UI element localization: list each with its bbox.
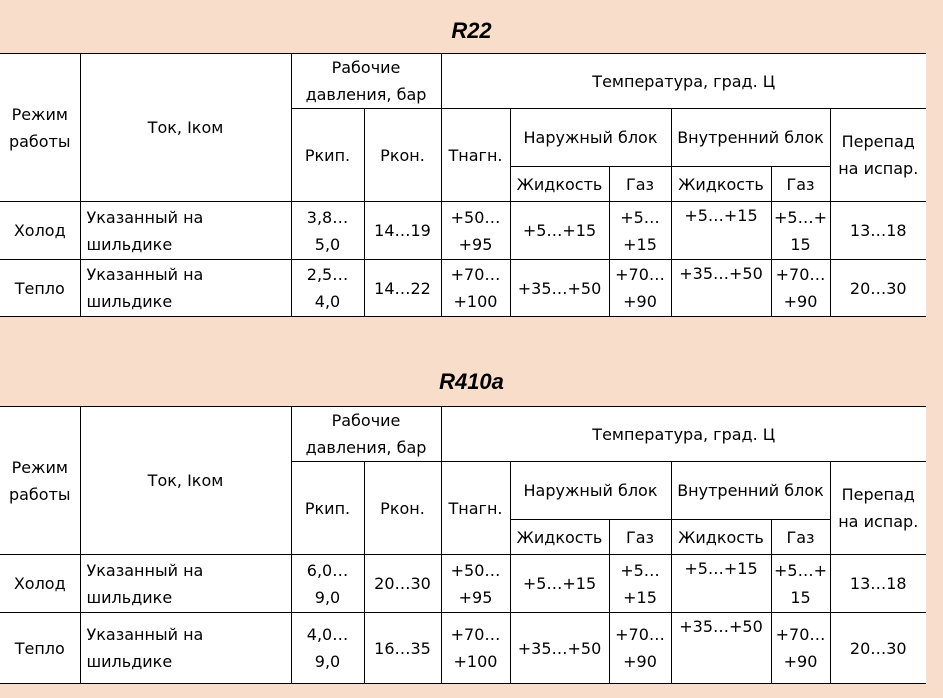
header-current: Ток, Iком — [80, 54, 291, 202]
row-in-gas: +70… +90 — [771, 260, 830, 317]
row-evap-diff: 13…18 — [830, 555, 926, 613]
row-p-cond: 14…19 — [364, 202, 441, 260]
row-in-liquid: +35…+50 — [671, 613, 771, 684]
row-in-gas: +70… +90 — [771, 613, 830, 684]
header-p-evap: Ркип. — [291, 462, 364, 555]
row-out-liquid: +5…+15 — [510, 202, 609, 260]
row-current: Указанный на шильдике — [80, 555, 291, 613]
row-out-liquid: +35…+50 — [510, 260, 609, 317]
row-out-liquid: +5…+15 — [510, 555, 609, 613]
header-indoor-unit: Внутренний блок — [671, 462, 830, 520]
row-in-gas: +5…+ 15 — [771, 202, 830, 260]
row-current: Указанный на шильдике — [80, 202, 291, 260]
section-title-r410a: R410a — [439, 369, 504, 394]
header-evap-diff: Перепад на испар. — [830, 462, 926, 555]
row-p-cond: 20…30 — [364, 555, 441, 613]
row-out-gas: +5… +15 — [609, 202, 671, 260]
row-in-liquid: +5…+15 — [671, 202, 771, 260]
table-row — [0, 260, 926, 317]
header-p-evap: Ркип. — [291, 109, 364, 202]
header-outdoor-liquid: Жидкость — [510, 167, 609, 202]
row-current: Указанный на шильдике — [80, 260, 291, 317]
table-row — [0, 613, 926, 684]
header-temperature: Температура, град. Ц — [441, 407, 926, 462]
refrigerant-table-r410a — [0, 406, 926, 684]
header-evap-diff: Перепад на испар. — [830, 109, 926, 202]
row-out-liquid: +35…+50 — [510, 613, 609, 684]
header-temperature: Температура, град. Ц — [441, 54, 926, 109]
header-t-suction: Тнагн. — [441, 462, 510, 555]
row-p-cond: 16…35 — [364, 613, 441, 684]
header-indoor-liquid: Жидкость — [671, 520, 771, 555]
header-current: Ток, Iком — [80, 407, 291, 555]
header-indoor-gas: Газ — [771, 520, 830, 555]
table-row — [0, 202, 926, 260]
header-outdoor-unit: Наружный блок — [510, 462, 671, 520]
row-out-gas: +70… +90 — [609, 613, 671, 684]
row-p-evap: 2,5… 4,0 — [291, 260, 364, 317]
row-t-suction: +50… +95 — [441, 202, 510, 260]
header-mode: Режим работы — [0, 54, 80, 202]
row-out-gas: +5… +15 — [609, 555, 671, 613]
row-mode: Холод — [0, 202, 80, 260]
header-pressures: Рабочие давления, бар — [291, 54, 441, 109]
header-outdoor-gas: Газ — [609, 520, 671, 555]
header-outdoor-unit: Наружный блок — [510, 109, 671, 167]
row-mode: Холод — [0, 555, 80, 613]
row-p-evap: 6,0… 9,0 — [291, 555, 364, 613]
table-row — [0, 555, 926, 613]
row-in-gas: +5…+ 15 — [771, 555, 830, 613]
row-in-liquid: +35…+50 — [671, 260, 771, 317]
row-t-suction: +70… +100 — [441, 613, 510, 684]
header-indoor-liquid: Жидкость — [671, 167, 771, 202]
header-p-cond: Ркон. — [364, 109, 441, 202]
row-p-cond: 14…22 — [364, 260, 441, 317]
header-mode: Режим работы — [0, 407, 80, 555]
row-evap-diff: 13…18 — [830, 202, 926, 260]
header-t-suction: Тнагн. — [441, 109, 510, 202]
header-outdoor-gas: Газ — [609, 167, 671, 202]
row-p-evap: 3,8… 5,0 — [291, 202, 364, 260]
row-evap-diff: 20…30 — [830, 260, 926, 317]
row-mode: Тепло — [0, 613, 80, 684]
row-mode: Тепло — [0, 260, 80, 317]
header-outdoor-liquid: Жидкость — [510, 520, 609, 555]
header-indoor-gas: Газ — [771, 167, 830, 202]
row-evap-diff: 20…30 — [830, 613, 926, 684]
section-title-r22: R22 — [451, 18, 492, 43]
row-current: Указанный на шильдике — [80, 613, 291, 684]
header-pressures: Рабочие давления, бар — [291, 407, 441, 462]
header-p-cond: Ркон. — [364, 462, 441, 555]
refrigerant-table-r22 — [0, 53, 926, 317]
row-out-gas: +70… +90 — [609, 260, 671, 317]
row-t-suction: +70… +100 — [441, 260, 510, 317]
header-indoor-unit: Внутренний блок — [671, 109, 830, 167]
row-in-liquid: +5…+15 — [671, 555, 771, 613]
row-t-suction: +50… +95 — [441, 555, 510, 613]
row-p-evap: 4,0… 9,0 — [291, 613, 364, 684]
